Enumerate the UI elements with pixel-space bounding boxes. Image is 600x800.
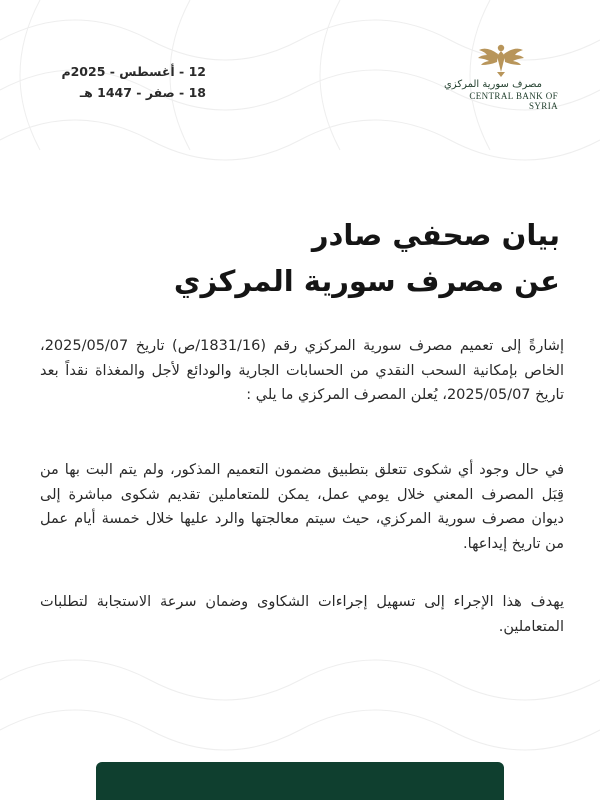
eagle-emblem-icon: [477, 42, 525, 78]
bank-logo: [440, 42, 562, 111]
letterhead: [0, 0, 600, 120]
bank-name-english: CENTRAL BANK OF SYRIA: [469, 91, 558, 111]
paragraph-purpose: يهدف هذا الإجراء إلى تسهيل إجراءات الشكاوى وضمان سرعة الاستجابة لتطلبات المتعاملين.: [40, 594, 564, 635]
date-block: [36, 61, 206, 103]
footer-bar: [96, 762, 504, 800]
paragraph-reference: إشارةً إلى تعميم مصرف سورية المركزي رقم (1831/16/ص) تاريخ 2025/05/07، الخاص بإمكانية السحب النقدي من الحسابات الجارية والودائع لأجل والمغذاة نقداً بعد تاريخ 2025/05/07، يُعلن المصرف المركزي ما يلي :: [40, 338, 564, 403]
bank-name-arabic: مصرف سورية المركزي: [443, 79, 542, 90]
paragraph-complaints: في حال وجود أي شكوى تتعلق بتطبيق مضمون التعميم المذكور، ولم يتم البت بها من قِبَل المصرف المعني خلال يومي عمل، يمكن للمتعاملين تقديم شكوى مباشرة إلى ديوان مصرف سورية المركزي، حيث سيتم معالجتها والرد عليها خلال خمسة أيام عمل من تاريخ إيداعها.: [40, 462, 564, 552]
hijri-date: 18 - صفر - 1447 هـ: [79, 85, 206, 100]
title-line-1: بيان صحفي صادر: [311, 218, 560, 252]
title-line-2: عن مصرف سورية المركزي: [173, 264, 560, 298]
gregorian-date: 12 - أغسطس - 2025م: [61, 64, 206, 79]
statement-title: [60, 212, 560, 304]
